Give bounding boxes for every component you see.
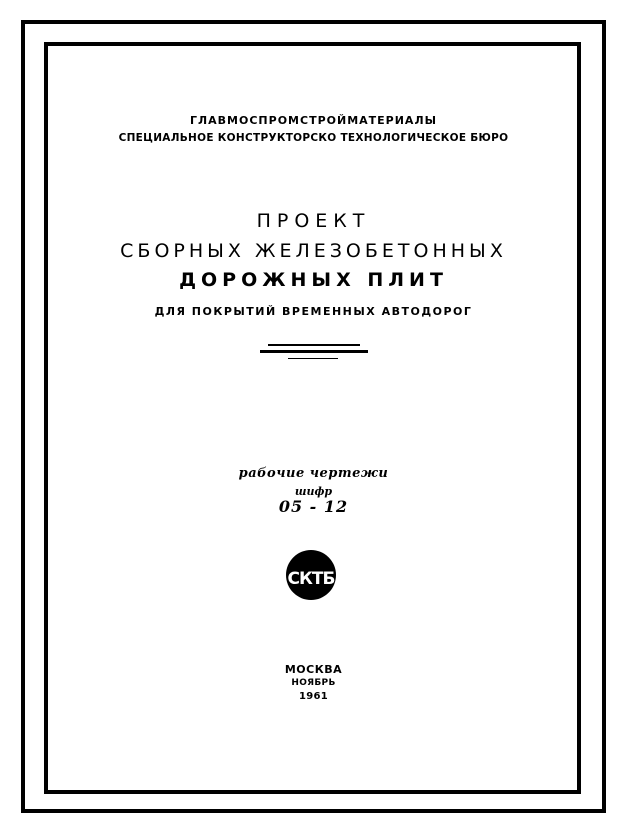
working-drawings-label: рабочие чертежи: [238, 466, 389, 481]
title-line-2: СБОРНЫХ ЖЕЛЕЗОБЕТОННЫХ: [120, 240, 507, 262]
subtitle: ДЛЯ ПОКРЫТИЙ ВРЕМЕННЫХ АВТОДОРОГ: [154, 305, 473, 318]
rule-middle: [260, 350, 368, 353]
year: 1961: [298, 691, 329, 702]
month: НОЯБРЬ: [291, 678, 336, 688]
logo-text: СКТБ: [287, 569, 335, 589]
cipher-label: шифр: [294, 485, 333, 498]
cipher-code: 05 - 12: [278, 497, 349, 516]
sktb-logo: [284, 548, 338, 602]
title-line-3: ДОРОЖНЫХ ПЛИТ: [179, 269, 448, 291]
rule-bottom: [288, 358, 338, 359]
rule-top: [268, 344, 360, 346]
organization-line-1: ГЛАВМОСПРОМСТРОЙМАТЕРИАЛЫ: [190, 114, 437, 127]
organization-line-2: СПЕЦИАЛЬНОЕ КОНСТРУКТОРСКО ТЕХНОЛОГИЧЕСКОЕ БЮРО: [118, 132, 509, 144]
title-line-1: ПРОЕКТ: [256, 210, 371, 232]
decorative-rules: [260, 344, 368, 368]
city: МОСКВА: [284, 663, 343, 676]
